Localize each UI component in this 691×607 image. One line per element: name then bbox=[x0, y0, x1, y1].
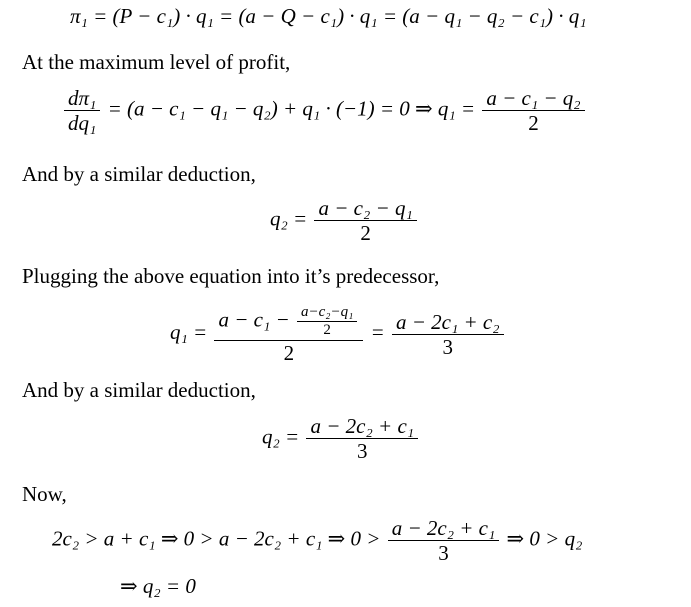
q2-sol-denominator: 3 bbox=[357, 439, 368, 464]
derivative-denominator: dq₁ bbox=[68, 111, 97, 136]
q2-br-numerator: a − c₂ − q₁ bbox=[318, 196, 413, 220]
q1-sub-outer-denominator: 2 bbox=[283, 340, 295, 365]
text-similar-deduction-2: And by a similar deduction, bbox=[22, 378, 256, 402]
q1-br-denominator: 2 bbox=[528, 111, 539, 136]
derivative-fraction bbox=[64, 86, 100, 135]
q1-br-numerator: a − c₁ − q₂ bbox=[486, 86, 581, 110]
text-max-profit: At the maximum level of profit, bbox=[22, 50, 291, 74]
equation-profit: π₁ = (P − c₁) · q₁ = (a − Q − c₁) · q₁ = (a − q₁ − q₂ − c₁) · q₁ bbox=[70, 4, 587, 28]
q1-sub-outer-numerator bbox=[214, 304, 363, 340]
ineq-denominator: 3 bbox=[438, 541, 449, 566]
q2-sol-fraction bbox=[306, 414, 418, 463]
text-plugging: Plugging the above equation into it’s predecessor, bbox=[22, 264, 440, 288]
q1-sub-inner-numerator: a−c₂−q₁ bbox=[300, 304, 354, 320]
q1-sub-inner-denominator: 2 bbox=[323, 322, 331, 339]
q1-solution-fraction bbox=[392, 310, 504, 359]
ineq-prefix: 2c₂ > a + c₁ ⇒ 0 > a − 2c₂ + c₁ ⇒ 0 > bbox=[52, 526, 381, 551]
q1-solution-denominator: 3 bbox=[442, 334, 454, 359]
equation-first-order-condition bbox=[62, 86, 587, 135]
equation-q1-substitution bbox=[170, 304, 506, 365]
ineq-numerator: a − 2c₂ + c₁ bbox=[391, 516, 496, 540]
equation-inequality-chain bbox=[52, 516, 582, 565]
q1-sub-outer-fraction bbox=[214, 304, 363, 365]
q2-sol-numerator: a − 2c₂ + c₁ bbox=[310, 414, 415, 438]
q1-sub-inner-fraction bbox=[297, 304, 357, 340]
q2-br-lhs: q₂ = bbox=[270, 206, 308, 231]
q1-best-response-fraction bbox=[482, 86, 584, 135]
ineq-fraction bbox=[388, 516, 500, 565]
equation-final: ⇒ q₂ = 0 bbox=[120, 574, 196, 598]
ineq-suffix: ⇒ 0 > q₂ bbox=[506, 526, 583, 551]
q2-sol-lhs: q₂ = bbox=[262, 424, 300, 449]
derivative-numerator: dπ₁ bbox=[68, 86, 97, 110]
q1-solution-numerator: a − 2c₁ + c₂ bbox=[395, 309, 500, 334]
text-similar-deduction-1: And by a similar deduction, bbox=[22, 162, 256, 186]
q1-sub-lhs: q₁ = bbox=[170, 320, 208, 345]
equation-q2-solution bbox=[262, 414, 420, 463]
q1-sub-numerator-prefix: a − c₁ − bbox=[218, 307, 290, 332]
text-now: Now, bbox=[22, 482, 67, 506]
q2-br-fraction bbox=[314, 196, 416, 245]
equation-q2-best-response bbox=[270, 196, 419, 245]
q2-br-denominator: 2 bbox=[360, 221, 371, 246]
q1-sub-equals: = bbox=[370, 320, 385, 345]
foc-middle: = (a − c₁ − q₁ − q₂) + q₁ · (−1) = 0 ⇒ q₁ = bbox=[107, 96, 476, 121]
